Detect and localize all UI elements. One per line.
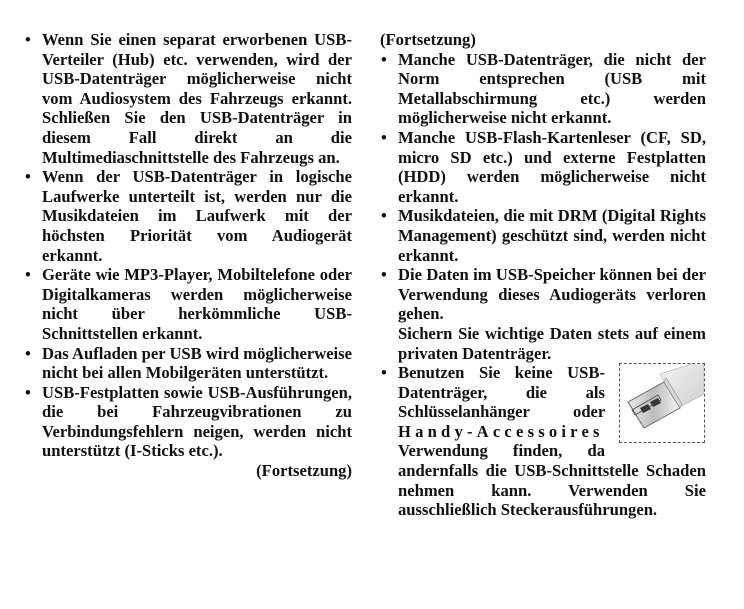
keychain-text-spaced: Handy-Accessoires: [398, 421, 604, 441]
backup-advice: Sichern Sie wichtige Daten stets auf einem privaten Datenträger.: [398, 323, 706, 363]
bullet-mp3-devices: • Geräte wie MP3-Player, Mobiltelefone oder Digitalkameras werden möglicherweise nicht über herkömmliche USB-Schnittstellen erkannt.: [24, 265, 352, 343]
left-column: [24, 30, 352, 481]
usb-stick-icon: [620, 364, 704, 442]
bullet-usb-charging: • Das Aufladen per USB wird möglicherweise nicht bei allen Mobilgeräten unterstützt.: [24, 344, 352, 383]
usb-stick-image: [619, 363, 705, 443]
left-bullet-list: [24, 30, 352, 461]
bullet-data-loss: [380, 265, 706, 363]
bullet-usb-harddisks: • USB-Festplatten sowie USB-Ausführungen, die bei Fahrzeugvibrationen zu Verbindungsfehlern neigen, werden nicht unterstützt (I-Sticks etc.).: [24, 383, 352, 461]
data-loss-warning: • Die Daten im USB-Speicher können bei der Verwendung dieses Audiogeräts verloren gehen.: [398, 265, 706, 324]
bullet-drm-files: • Musikdateien, die mit DRM (Digital Rights Management) geschützt sind, werden nicht erkannt.: [380, 206, 706, 265]
keychain-text-part1: Benutzen Sie keine USB-Datenträger, die als Schlüsselanhänger oder: [398, 363, 605, 422]
right-column: [380, 30, 706, 520]
bullet-usb-hub: • Wenn Sie einen separat erworbenen USB-Verteiler (Hub) etc. verwenden, wird der USB-Datenträger möglicherweise nicht vom Audiosystem des Fahrzeugs erkannt. Schließen Sie den USB-Datenträger in diesem Fall direkt an die Multimediaschnittstelle des Fahrzeugs an.: [24, 30, 352, 167]
keychain-text-part2: Verwendung finden, da andernfalls die USB-Schnittstelle Schaden nehmen kann. Verwenden Sie ausschließlich Steckerausführungen.: [398, 441, 706, 520]
right-bullet-list: [380, 50, 706, 520]
bullet-logical-drives: • Wenn der USB-Datenträger in logische Laufwerke unterteilt ist, werden nur die Musikdateien im Laufwerk mit der höchsten Priorität vom Audiogerät erkannt.: [24, 167, 352, 265]
continued-label-bottom: (Fortsetzung): [256, 461, 352, 481]
bullet-keychain-usb: [380, 363, 706, 520]
bullet-non-standard-usb: • Manche USB-Datenträger, die nicht der Norm entsprechen (USB mit Metallabschirmung etc.) werden möglicherweise nicht erkannt.: [380, 50, 706, 128]
bullet-card-readers: • Manche USB-Flash-Kartenleser (CF, SD, micro SD etc.) und externe Festplatten (HDD) werden möglicherweise nicht erkannt.: [380, 128, 706, 206]
continued-label-top: (Fortsetzung): [380, 30, 476, 49]
